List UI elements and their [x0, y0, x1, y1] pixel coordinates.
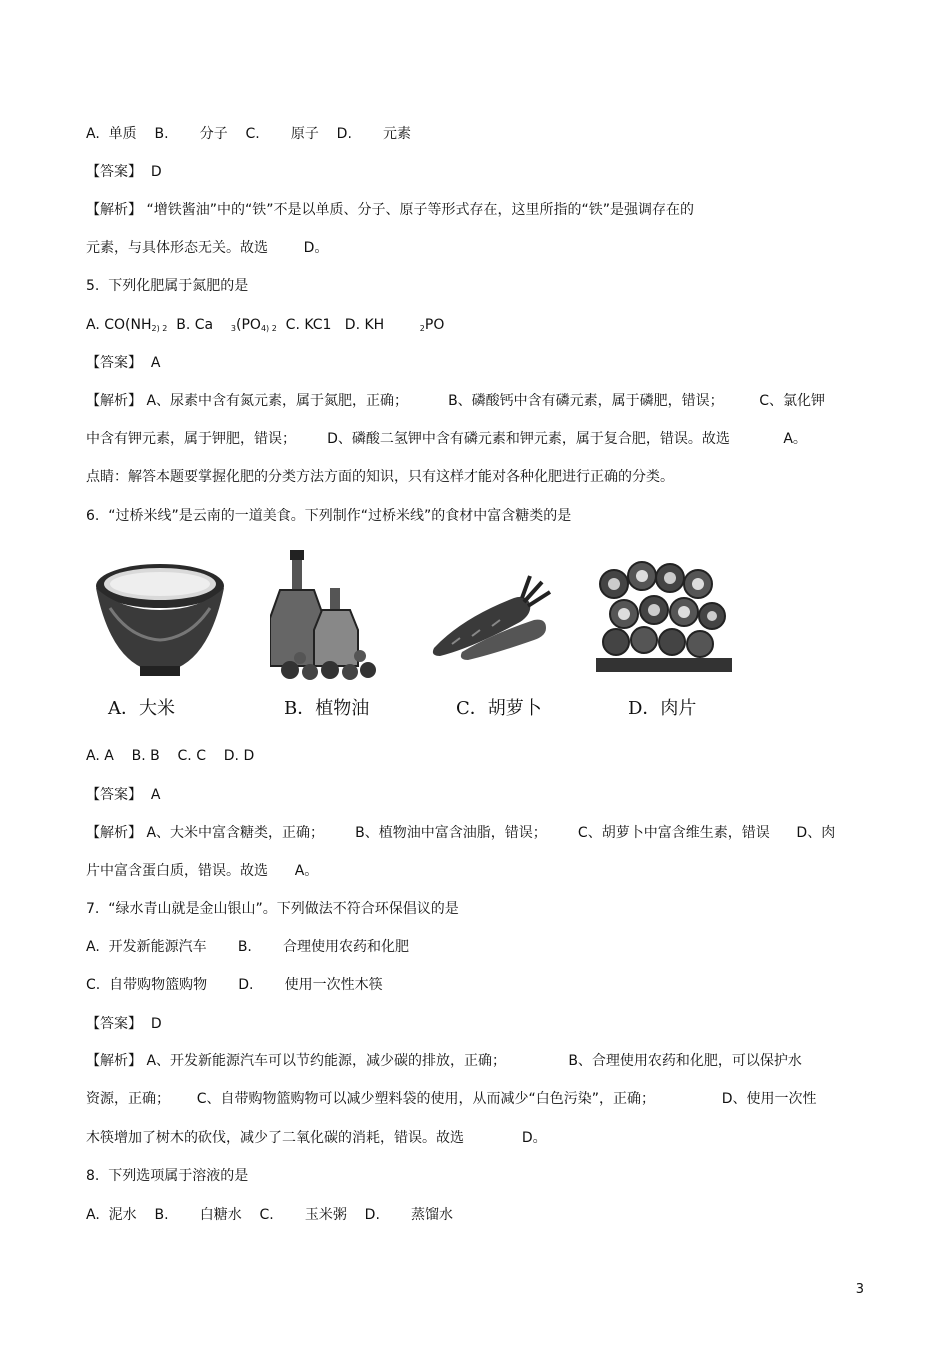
q5-option-cd: C. KC1 D. KH: [276, 317, 420, 333]
q5-option-d-end: PO: [424, 317, 445, 333]
q5-option-b-mid: (PO: [236, 317, 261, 333]
q5-options: [86, 315, 864, 335]
q4-answer: 【答案】 D: [86, 164, 162, 180]
q5-tip: 点睛：解答本题要掌握化肥的分类方法方面的知识，只有这样才能对各种化肥进行正确的分类。: [86, 469, 674, 485]
q4-options: A. 单质 B. 分子 C. 原子 D. 元素: [86, 126, 412, 142]
page-number: 3: [855, 1282, 864, 1297]
q6-food-figure: [86, 548, 746, 723]
q7-answer: 【答案】 D: [86, 1016, 162, 1032]
rice-bowl-icon: [90, 548, 230, 683]
q5-option-b-subscript-2: 4) 2: [260, 324, 277, 333]
q5-option-a: A. CO(NH: [86, 317, 152, 333]
q8-stem: 8. 下列选项属于溶液的是: [86, 1168, 249, 1184]
q4-analysis-line-2: 元素，与具体形态无关。故选 D。: [86, 240, 329, 256]
caption-b: B．植物油: [284, 698, 370, 719]
q5-option-d-subscript: 2: [419, 324, 425, 333]
q5-option-b-subscript-1: 3: [230, 324, 236, 333]
q7-options-line-1: A. 开发新能源汽车 B. 合理使用农药和化肥: [86, 939, 410, 955]
q6-analysis-line-2: 片中富含蛋白质，错误。故选 A。: [86, 863, 319, 879]
q7-stem: 7. “绿水青山就是金山银山”。下列做法不符合环保倡议的是: [86, 901, 459, 917]
caption-d: D．肉片: [628, 698, 697, 719]
caption-c: C．胡萝卜: [456, 698, 542, 719]
meat-slices-icon: [594, 548, 734, 683]
carrot-icon: [422, 548, 562, 683]
q6-answer: 【答案】 A: [86, 787, 161, 803]
q7-analysis-line-2: 资源，正确； C、自带购物篮购物可以减少塑料袋的使用，从而减少“白色污染”，正确； D、使用一次性: [86, 1091, 817, 1107]
q6-analysis-line-1: 【解析】 A、大米中富含糖类，正确； B、植物油中富含油脂，错误； C、胡萝卜中富含维生素，错误 D、肉: [86, 825, 836, 841]
q5-stem: 5. 下列化肥属于氮肥的是: [86, 278, 249, 294]
q7-options-line-2: C. 自带购物篮购物 D. 使用一次性木筷: [86, 977, 383, 993]
q6-stem: 6. “过桥米线”是云南的一道美食。下列制作“过桥米线”的食材中富含糖类的是: [86, 508, 572, 524]
q4-analysis-line-1: 【解析】 “增铁酱油”中的“铁”不是以单质、分子、原子等形式存在，这里所指的“铁”是强调存在的: [86, 202, 694, 218]
q5-answer: 【答案】 A: [86, 355, 161, 371]
caption-a: A．大米: [108, 698, 175, 719]
q7-analysis-line-3: 木筷增加了树木的砍伐，减少了二氧化碳的消耗，错误。故选 D。: [86, 1130, 547, 1146]
q5-analysis-line-2: 中含有钾元素，属于钾肥，错误； D、磷酸二氢钾中含有磷元素和钾元素，属于复合肥，错误。故选 A。: [86, 431, 807, 447]
q7-analysis-line-1: 【解析】 A、开发新能源汽车可以节约能源，减少碳的排放，正确； B、合理使用农药和化肥，可以保护水: [86, 1053, 802, 1069]
q8-options: A. 泥水 B. 白糖水 C. 玉米粥 D. 蒸馏水: [86, 1207, 454, 1223]
q5-option-b: B. Ca: [167, 317, 231, 333]
oil-bottle-icon: [270, 548, 410, 683]
q5-analysis-line-1: 【解析】 A、尿素中含有氮元素，属于氮肥，正确； B、磷酸钙中含有磷元素，属于磷肥，错误； C、氯化钾: [86, 393, 826, 409]
q6-options: A. A B. B C. C D. D: [86, 748, 255, 764]
q5-option-a-subscript: 2) 2: [151, 324, 168, 333]
